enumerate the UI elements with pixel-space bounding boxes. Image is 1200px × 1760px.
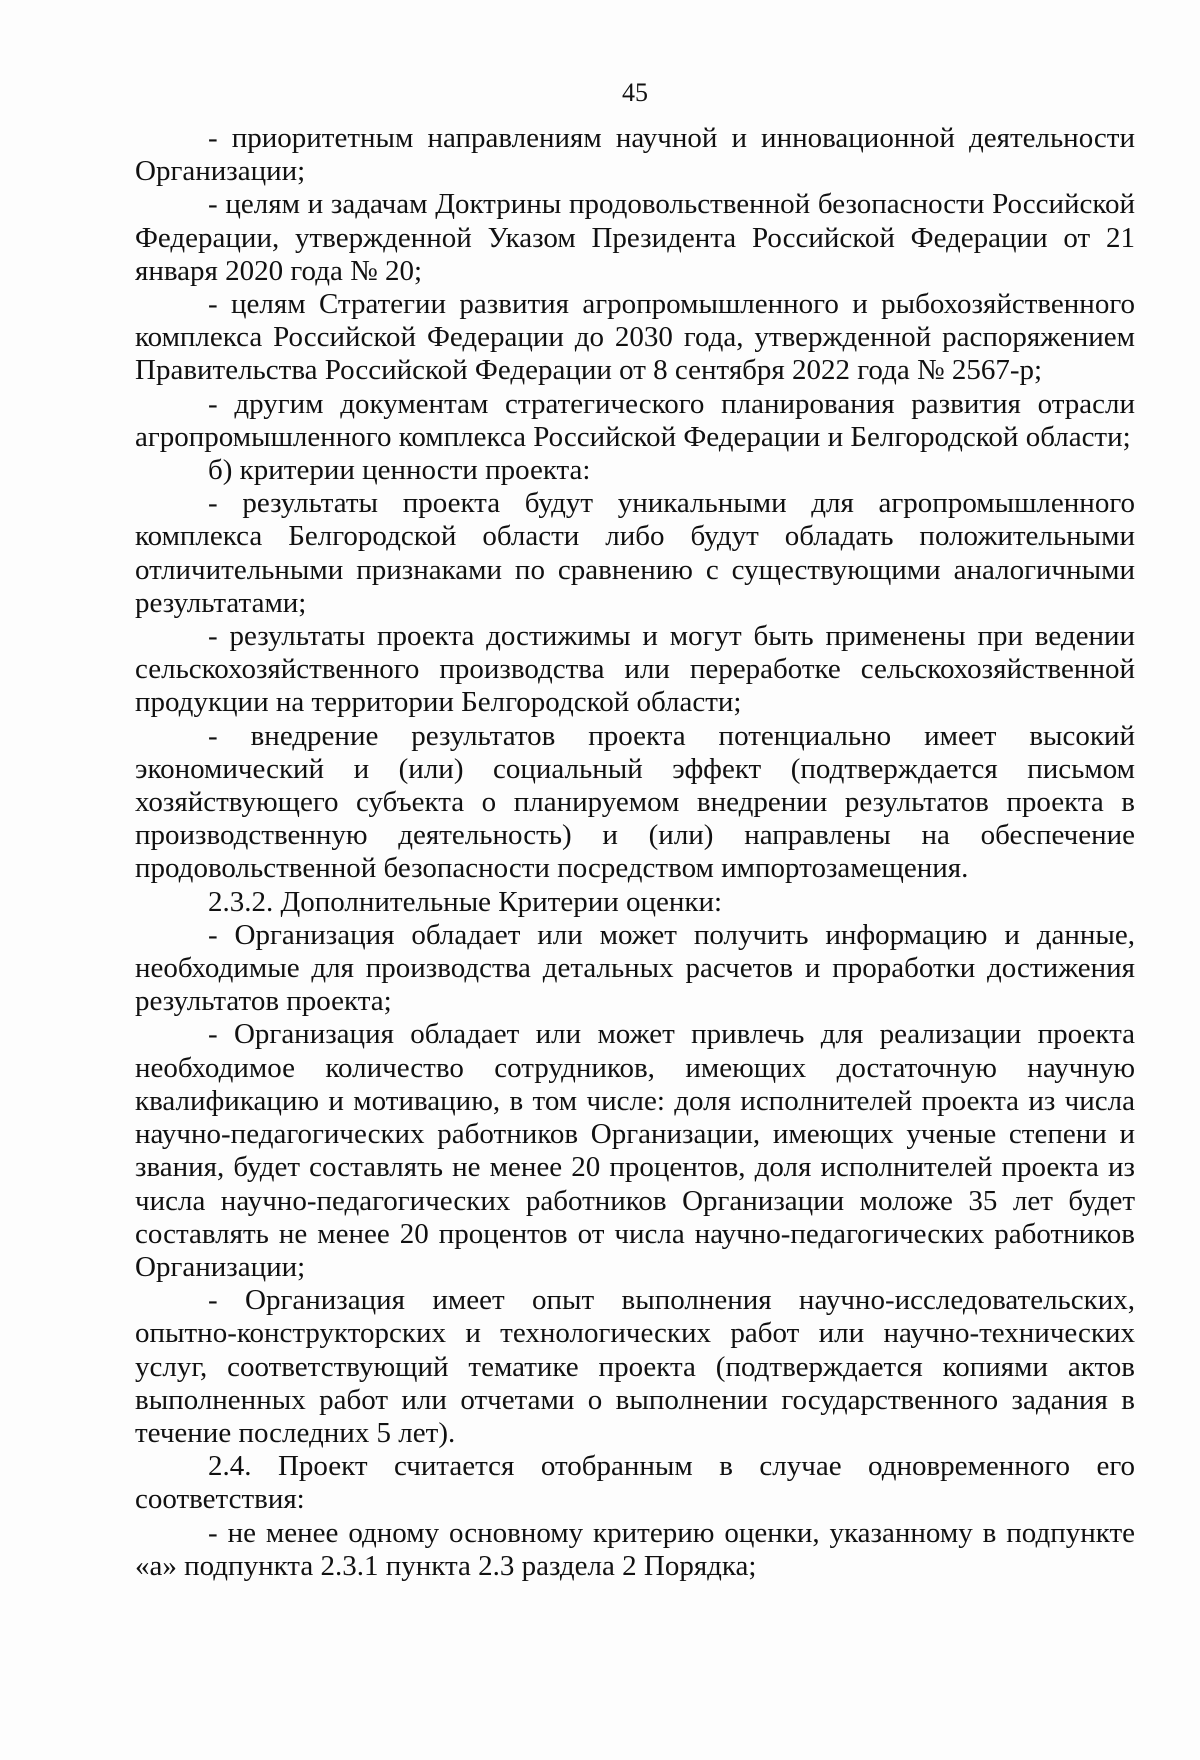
paragraph: - результаты проекта достижимы и могут быть применены при ведении сельскохозяйственного производства или переработке сельскохозяйственной продукции на территории Белгородской области; — [135, 620, 1135, 719]
paragraph: - целям Стратегии развития агропромышленного и рыбохозяйственного комплекса Российской Федерации до 2030 года, утвержденной распоряжением Правительства Российской Федерации от 8 сентября 2022 года № 2567-р; — [135, 288, 1135, 387]
paragraph: - целям и задачам Доктрины продовольственной безопасности Российской Федерации, утвержденной Указом Президента Российской Федерации от 21 января 2020 года № 20; — [135, 188, 1135, 287]
document-body — [135, 122, 1135, 1583]
paragraph: - Организация обладает или может привлечь для реализации проекта необходимое количество сотрудников, имеющих достаточную научную квалификацию и мотивацию, в том числе: доля исполнителей проекта из числа научно-педагогических работников Организации, имеющих ученые степени и звания, будет составлять не менее 20 процентов, доля исполнителей проекта из числа научно-педагогических работников Организации моложе 35 лет будет составлять не менее 20 процентов от числа научно-педагогических работников Организации; — [135, 1018, 1135, 1283]
paragraph: 2.4. Проект считается отобранным в случае одновременного его соответствия: — [135, 1450, 1135, 1516]
paragraph: - Организация обладает или может получить информацию и данные, необходимые для производства детальных расчетов и проработки достижения результатов проекта; — [135, 918, 1135, 1018]
paragraph: - приоритетным направлениям научной и инновационной деятельности Организации; — [135, 122, 1135, 188]
paragraph: - другим документам стратегического планирования развития отрасли агропромышленного комплекса Российской Федерации и Белгородской области; — [135, 387, 1135, 453]
paragraph: - не менее одному основному критерию оценки, указанному в подпункте «а» подпункта 2.3.1 пункта 2.3 раздела 2 Порядка; — [135, 1516, 1135, 1582]
paragraph: б) критерии ценности проекта: — [208, 454, 591, 487]
page-number: 45 — [622, 78, 648, 107]
paragraph: 2.3.2. Дополнительные Критерии оценки: — [208, 885, 723, 918]
paragraph: - результаты проекта будут уникальными для агропромышленного комплекса Белгородской области либо будут обладать положительными отличительными признаками по сравнению с существующими аналогичными результатами; — [135, 487, 1135, 619]
paragraph: - внедрение результатов проекта потенциально имеет высокий экономический и (или) социальный эффект (подтверждается письмом хозяйствующего субъекта о планируемом внедрении результатов проекта в производственную деятельность) и (или) направлены на обеспечение продовольственной безопасности посредством импортозамещения. — [135, 719, 1135, 885]
paragraph: - Организация имеет опыт выполнения научно-исследовательских, опытно-конструкторских и технологических работ или научно-технических услуг, соответствующий тематике проекта (подтверждается копиями актов выполненных работ или отчетами о выполнении государственного задания в течение последних 5 лет). — [135, 1284, 1135, 1449]
